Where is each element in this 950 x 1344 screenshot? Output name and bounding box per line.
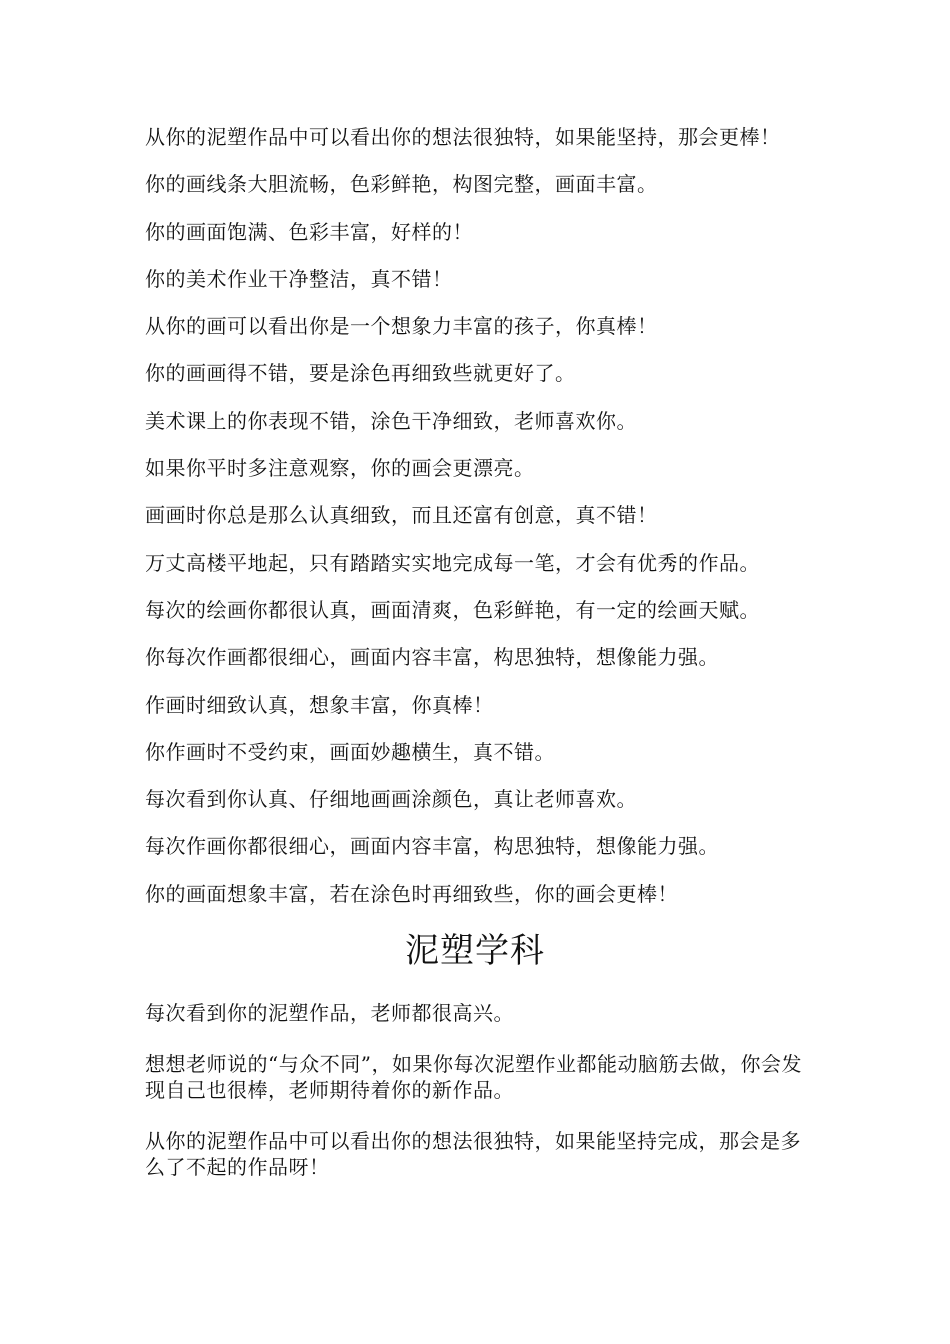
comment-line: 美术课上的你表现不错，涂色干净细致，老师喜欢你。 xyxy=(145,408,637,433)
art-comment-list xyxy=(145,120,835,924)
comment-line: 你每次作画都很细心，画面内容丰富，构思独特，想像能力强。 xyxy=(145,645,719,670)
comment-line: 作画时细致认真，想象丰富，你真棒！ xyxy=(145,692,494,717)
comment-line: 你的画面饱满、色彩丰富，好样的！ xyxy=(145,219,473,244)
comment-line: 从你的泥塑作品中可以看出你的想法很独特，如果能坚持，那会更棒！ xyxy=(145,125,781,149)
clay-comment: 每次看到你的泥塑作品，老师都很高兴。 xyxy=(145,1001,514,1025)
comment-line: 从你的画可以看出你是一个想象力丰富的孩子，你真棒！ xyxy=(145,314,658,339)
comment-line: 你的画画得不错，要是涂色再细致些就更好了。 xyxy=(145,361,576,386)
comment-line: 你的美术作业干净整洁，真不错！ xyxy=(145,266,453,291)
comment-line: 每次的绘画你都很认真，画面清爽，色彩鲜艳，有一定的绘画天赋。 xyxy=(145,597,760,622)
comment-line: 你作画时不受约束，画面妙趣横生，真不错。 xyxy=(145,739,555,764)
clay-comment: 想想老师说的“与众不同”，如果你每次泥塑作业都能动脑筋去做，你会发现自己也很棒，老师期待着你的新作品。 xyxy=(145,1052,802,1102)
comment-line: 万丈高楼平地起，只有踏踏实实地完成每一笔，才会有优秀的作品。 xyxy=(145,550,760,575)
clay-comment: 从你的泥塑作品中可以看出你的想法很独特，如果能坚持完成，那会是多么了不起的作品呀！ xyxy=(145,1129,801,1179)
comment-line: 你的画面想象丰富，若在涂色时再细致些，你的画会更棒！ xyxy=(145,881,678,906)
comment-line: 画画时你总是那么认真细致，而且还富有创意，真不错！ xyxy=(145,503,658,528)
clay-comment-list xyxy=(145,996,815,1201)
section-title: 泥塑学科 xyxy=(405,931,545,971)
comment-line: 每次作画你都很细心，画面内容丰富，构思独特，想像能力强。 xyxy=(145,834,719,859)
comment-line: 你的画线条大胆流畅，色彩鲜艳，构图完整，画面丰富。 xyxy=(145,172,658,197)
comment-line: 如果你平时多注意观察，你的画会更漂亮。 xyxy=(145,456,535,481)
comment-line: 每次看到你认真、仔细地画画涂颜色，真让老师喜欢。 xyxy=(145,787,637,812)
